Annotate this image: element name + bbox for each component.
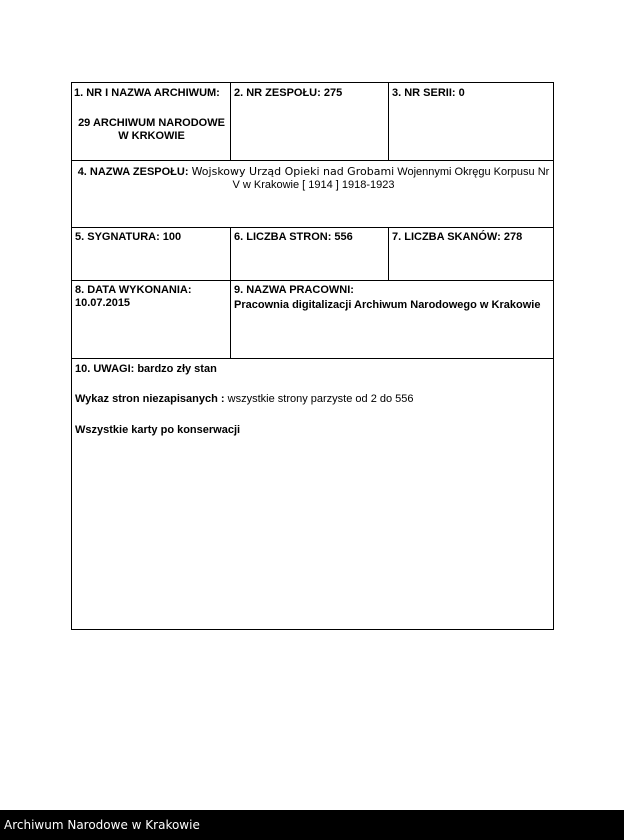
row-divider [72, 160, 553, 161]
blank-pages [75, 393, 550, 406]
row-divider [72, 227, 553, 228]
fond-name-label: 4. NAZWA ZESPOŁU: [77, 166, 189, 178]
remarks: 10. UWAGI: bardzo zły stan [75, 363, 217, 375]
archive-label: 1. NR I NAZWA ARCHIWUM: [74, 87, 220, 99]
workshop-label: 9. NAZWA PRACOWNI: [234, 284, 354, 296]
date-label: 8. DATA WYKONANIA: [75, 284, 192, 296]
col-divider [230, 227, 231, 280]
signature: 5. SYGNATURA: 100 [75, 231, 182, 243]
col-divider [388, 83, 389, 160]
row-divider [72, 280, 553, 281]
col-divider [388, 227, 389, 280]
scan-count: 7. LICZBA SKANÓW: 278 [392, 231, 523, 243]
fond-name [76, 165, 551, 192]
conservation-note: Wszystkie karty po konserwacji [75, 424, 241, 436]
archive-name: 29 ARCHIWUM NARODOWE W KRKOWIE [78, 117, 225, 142]
fond-name-part1: Wojskowy Urząd Opieki nad Grobami [191, 165, 395, 178]
col-divider [230, 280, 231, 358]
footer-text: Archiwum Narodowe w Krakowie [4, 818, 200, 832]
page-count: 6. LICZBA STRON: 556 [234, 231, 353, 243]
date-value: 10.07.2015 [75, 297, 131, 309]
row-divider [72, 358, 553, 359]
fond-number: 2. NR ZESPOŁU: 275 [234, 87, 343, 99]
series-number: 3. NR SERII: 0 [392, 87, 465, 99]
metadata-form [71, 82, 554, 630]
workshop-value: Pracownia digitalizacji Archiwum Narodowego w Krakowie [234, 299, 541, 311]
footer-bar [0, 810, 624, 840]
col-divider [230, 83, 231, 160]
fond-name-part2: Wojennymi Okręgu Korpusu Nr V w Krakowie [ 1914 ] 1918-1923 [232, 166, 550, 191]
blank-pages-label: Wykaz stron niezapisanych : [75, 393, 225, 405]
blank-pages-value: wszystkie strony parzyste od 2 do 556 [227, 393, 414, 405]
